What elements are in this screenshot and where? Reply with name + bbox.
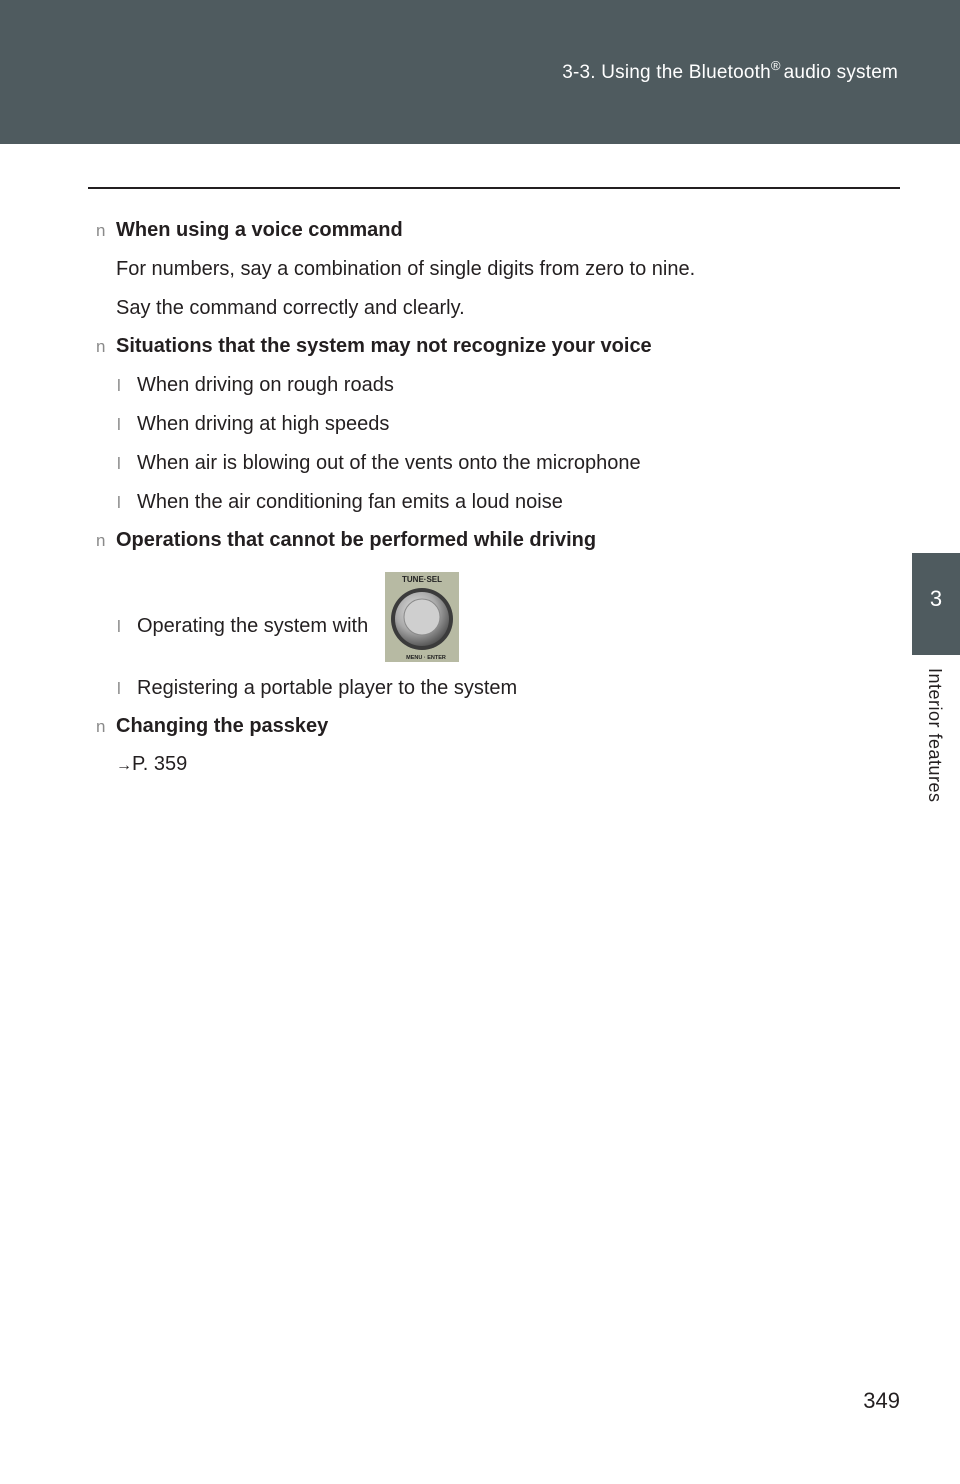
section-title-suffix: audio system [783, 62, 898, 83]
square-marker: n [96, 717, 106, 736]
heading-not-recognize: Situations that the system may not recognize your voice [116, 335, 652, 357]
bullet-marker: l [117, 415, 121, 434]
section-title [562, 58, 898, 84]
tune-sel-knob-image [385, 572, 459, 662]
section-title-prefix: 3-3. Using the Bluetooth [562, 62, 771, 83]
body-text: Say the command correctly and clearly. [116, 297, 465, 319]
bullet-marker: l [117, 376, 121, 395]
square-marker: n [96, 531, 106, 550]
chapter-label: Interior features [925, 668, 945, 803]
heading-passkey: Changing the passkey [116, 715, 329, 737]
bullet-marker: l [117, 617, 121, 636]
bullet-marker: l [117, 454, 121, 473]
list-item: Registering a portable player to the system [137, 677, 518, 699]
page-reference-link[interactable]: P. 359 [132, 753, 188, 775]
heading-while-driving: Operations that cannot be performed while driving [116, 529, 597, 551]
body-text: For numbers, say a combination of single digits from zero to nine. [116, 258, 696, 280]
bullet-marker: l [117, 679, 121, 698]
list-item: When driving at high speeds [137, 413, 390, 435]
header-rule [88, 187, 900, 189]
registered-mark: ® [770, 58, 781, 73]
page-header [0, 0, 960, 144]
list-item: When driving on rough roads [137, 374, 394, 396]
square-marker: n [96, 337, 106, 356]
bullet-marker: l [117, 493, 121, 512]
page-number: 349 [863, 1388, 900, 1413]
heading-voice-command: When using a voice command [116, 219, 403, 241]
list-item: Operating the system with [137, 615, 369, 637]
arrow-icon: → [116, 757, 132, 774]
square-marker: n [96, 221, 106, 240]
knob-label-bottom: MENU · ENTER [406, 655, 446, 661]
page-reference [116, 752, 187, 778]
list-item: When the air conditioning fan emits a loud noise [137, 491, 563, 513]
knob-label-top: TUNE·SEL [402, 575, 442, 584]
chapter-tab [912, 553, 960, 655]
chapter-number: 3 [929, 586, 943, 611]
list-item: When air is blowing out of the vents onto the microphone [137, 452, 641, 474]
